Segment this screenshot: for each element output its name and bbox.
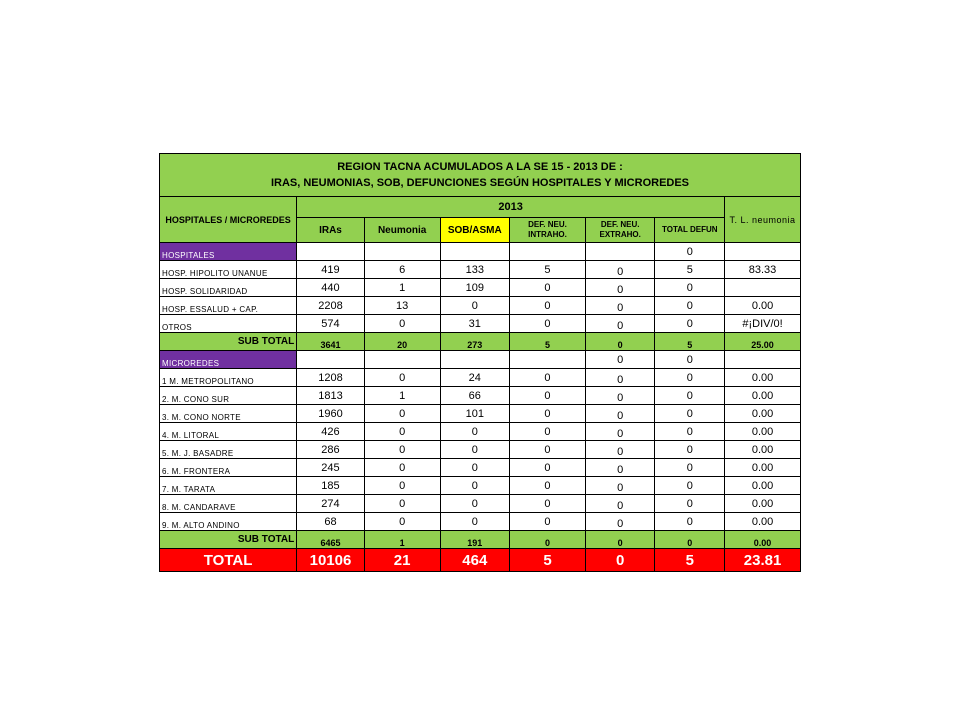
cell-def-extra: 0 [585,495,655,513]
cell-def-extra: 0 [585,423,655,441]
cell-sob: 31 [440,315,510,333]
cell-total-def: 0 [655,297,725,315]
cell-neumonia: 0 [364,315,440,333]
cell-sob: 24 [440,369,510,387]
cell-def-extra: 0 [585,315,655,333]
cell-def-intra: 0 [510,513,586,531]
col-def-intra-header: DEF. NEU. INTRAHO. [510,218,586,243]
col-iras-header: IRAs [297,218,365,243]
cell-sob: 0 [440,459,510,477]
cell-sob: 0 [440,513,510,531]
year-header: 2013 [297,197,725,218]
cell-tl: 83.33 [725,261,801,279]
cell-neumonia: 1 [364,387,440,405]
cell-iras: 68 [297,513,365,531]
cell-def-extra: 0 [585,261,655,279]
cell-total-def: 0 [655,387,725,405]
cell-iras: 574 [297,315,365,333]
table-row [160,315,801,333]
col-total-def-header: TOTAL DEFUN [655,218,725,243]
row-label: 4. M. LITORAL [160,423,297,441]
cell-sob: 133 [440,261,510,279]
cell-tl: 0.00 [725,297,801,315]
subtotal-label-hospitales: SUB TOTAL [160,333,297,351]
subtotal-iras: 6465 [297,531,365,549]
cell-iras: 286 [297,441,365,459]
cell-sob: 101 [440,405,510,423]
cell-neumonia: 0 [364,477,440,495]
row-label: HOSP. ESSALUD + CAP. [160,297,297,315]
cell-def-extra: 0 [585,369,655,387]
subtotal-def-intra: 0 [510,531,586,549]
section-total-def: 0 [655,243,725,261]
cell-def-extra: 0 [585,459,655,477]
cell-iras: 245 [297,459,365,477]
subtotal-label-microredes: SUB TOTAL [160,531,297,549]
table-title [160,154,801,197]
total-total-def: 5 [655,549,725,572]
cell-total-def: 0 [655,369,725,387]
title-line-1: REGION TACNA ACUMULADOS A LA SE 15 - 2013 DE : [337,161,623,173]
cell-def-extra: 0 [585,279,655,297]
cell-neumonia: 0 [364,495,440,513]
cell-def-intra: 0 [510,459,586,477]
row-label: HOSP. SOLIDARIDAD [160,279,297,297]
cell-tl: 0.00 [725,369,801,387]
cell-total-def: 0 [655,495,725,513]
cell-neumonia: 0 [364,441,440,459]
cell-tl: #¡DIV/0! [725,315,801,333]
cell-iras: 274 [297,495,365,513]
cell-def-intra: 0 [510,387,586,405]
subtotal-neumonia: 20 [364,333,440,351]
cell-sob: 0 [440,441,510,459]
table-row [160,423,801,441]
cell-tl: 0.00 [725,441,801,459]
subtotal-neumonia: 1 [364,531,440,549]
row-label: HOSP. HIPOLITO UNANUE [160,261,297,279]
col-def-extra-header: DEF. NEU. EXTRAHO. [585,218,655,243]
section-label-microredes: MICROREDES [160,351,297,369]
cell-tl: 0.00 [725,423,801,441]
cell-sob: 109 [440,279,510,297]
table-row [160,477,801,495]
row-label: 6. M. FRONTERA [160,459,297,477]
cell-def-intra: 5 [510,261,586,279]
cell-iras: 2208 [297,297,365,315]
total-sob: 464 [440,549,510,572]
cell-iras: 185 [297,477,365,495]
cell-def-intra: 0 [510,477,586,495]
cell-def-intra: 0 [510,279,586,297]
subtotal-total-def: 0 [655,531,725,549]
total-def-intra: 5 [510,549,586,572]
subtotal-tl: 25.00 [725,333,801,351]
table-row [160,441,801,459]
cell-neumonia: 1 [364,279,440,297]
row-label-header: HOSPITALES / MICROREDES [160,197,297,243]
cell-sob: 0 [440,297,510,315]
table-row [160,495,801,513]
total-iras: 10106 [297,549,365,572]
tl-neumonia-header: T. L. neumonia [725,197,801,243]
cell-tl [725,279,801,297]
cell-iras: 440 [297,279,365,297]
cell-def-intra: 0 [510,369,586,387]
cell-total-def: 0 [655,405,725,423]
cell-def-intra: 0 [510,495,586,513]
cell-neumonia: 13 [364,297,440,315]
cell-tl: 0.00 [725,513,801,531]
cell-iras: 1813 [297,387,365,405]
cell-total-def: 5 [655,261,725,279]
cell-neumonia: 0 [364,513,440,531]
cell-total-def: 0 [655,459,725,477]
table-row [160,405,801,423]
row-label: OTROS [160,315,297,333]
cell-total-def: 0 [655,279,725,297]
table-row [160,369,801,387]
cell-def-extra: 0 [585,477,655,495]
subtotal-def-intra: 5 [510,333,586,351]
cell-sob: 0 [440,423,510,441]
cell-sob: 66 [440,387,510,405]
subtotal-def-extra: 0 [585,531,655,549]
cell-total-def: 0 [655,423,725,441]
subtotal-def-extra: 0 [585,333,655,351]
row-label: 1 M. METROPOLITANO [160,369,297,387]
cell-tl: 0.00 [725,405,801,423]
cell-iras: 419 [297,261,365,279]
cell-iras: 1960 [297,405,365,423]
cell-def-extra: 0 [585,387,655,405]
col-neumonia-header: Neumonia [364,218,440,243]
cell-tl: 0.00 [725,459,801,477]
table-row [160,513,801,531]
row-label: 9. M. ALTO ANDINO [160,513,297,531]
cell-neumonia: 0 [364,423,440,441]
table-row [160,459,801,477]
cell-neumonia: 0 [364,369,440,387]
cell-sob: 0 [440,495,510,513]
cell-neumonia: 0 [364,459,440,477]
cell-def-extra: 0 [585,297,655,315]
cell-tl: 0.00 [725,495,801,513]
cell-def-intra: 0 [510,405,586,423]
table-row [160,387,801,405]
report-table [159,153,801,572]
cell-total-def: 0 [655,477,725,495]
total-neumonia: 21 [364,549,440,572]
table-row [160,297,801,315]
row-label: 3. M. CONO NORTE [160,405,297,423]
total-label: TOTAL [160,549,297,572]
row-label: 8. M. CANDARAVE [160,495,297,513]
subtotal-total-def: 5 [655,333,725,351]
cell-def-extra: 0 [585,405,655,423]
cell-def-intra: 0 [510,423,586,441]
section-label-hospitales: HOSPITALES [160,243,297,261]
subtotal-sob: 273 [440,333,510,351]
cell-def-intra: 0 [510,441,586,459]
section-def-extra: 0 [585,351,655,369]
cell-iras: 426 [297,423,365,441]
cell-def-extra: 0 [585,513,655,531]
subtotal-sob: 191 [440,531,510,549]
cell-def-intra: 0 [510,315,586,333]
cell-total-def: 0 [655,441,725,459]
cell-tl: 0.00 [725,387,801,405]
table-row [160,261,801,279]
total-def-extra: 0 [585,549,655,572]
cell-neumonia: 6 [364,261,440,279]
total-tl: 23.81 [725,549,801,572]
cell-neumonia: 0 [364,405,440,423]
cell-iras: 1208 [297,369,365,387]
cell-tl: 0.00 [725,477,801,495]
cell-total-def: 0 [655,315,725,333]
table-row [160,279,801,297]
cell-def-extra: 0 [585,441,655,459]
row-label: 5. M. J. BASADRE [160,441,297,459]
cell-total-def: 0 [655,513,725,531]
title-line-2: IRAS, NEUMONIAS, SOB, DEFUNCIONES SEGÚN HOSPITALES Y MICROREDES [270,177,690,189]
col-sob-header: SOB/ASMA [440,218,510,243]
subtotal-iras: 3641 [297,333,365,351]
cell-def-intra: 0 [510,297,586,315]
subtotal-tl: 0.00 [725,531,801,549]
row-label: 2. M. CONO SUR [160,387,297,405]
cell-sob: 0 [440,477,510,495]
section-total-def: 0 [655,351,725,369]
row-label: 7. M. TARATA [160,477,297,495]
